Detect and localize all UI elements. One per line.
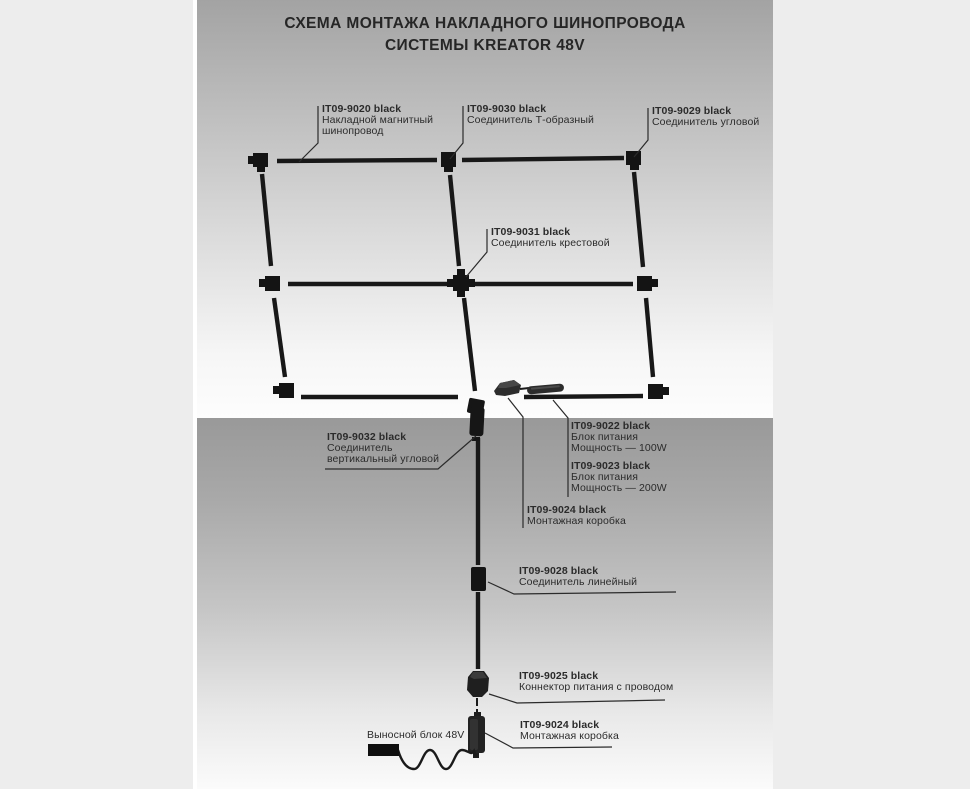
cross-connector-shape [447,269,475,297]
part-desc: Коннектор питания с проводом [519,681,674,693]
corner-connector-shape [273,383,294,398]
t-connector-shape [637,276,658,291]
part-desc: Блок питания [571,471,638,483]
label-track [322,104,433,137]
label-psu-100w [571,421,667,454]
part-desc: Соединитель линейный [519,576,638,588]
part-desc: вертикальный угловой [327,453,440,465]
label-psu-200w [571,461,667,494]
track-bar [646,298,653,377]
pointer-9020 [299,106,318,162]
t-connector-shape [259,276,280,291]
part-desc: Выносной блок 48V [367,729,465,741]
part-desc: Мощность — 100W [571,442,667,454]
part-code: IT09-9024 black [520,719,600,731]
label-remote-block [367,730,464,741]
bottom-power-chain [368,671,489,769]
part-desc: Монтажная коробка [527,515,626,527]
mount-box-face [470,719,478,750]
part-desc: шинопровод [322,125,384,137]
label-mount-box-bottom [520,720,619,742]
label-vertical-corner-connector [327,432,439,465]
corner-connector-shape [648,384,669,399]
part-desc: Соединитель угловой [652,116,760,128]
part-desc: Соединитель Т-образный [467,114,594,126]
part-code: IT09-9028 black [519,565,599,577]
part-code: IT09-9025 black [519,670,599,682]
track-bar [464,298,475,391]
title-line-2: СИСТЕМЫ KREATOR 48V [384,37,586,54]
pointer-9030 [450,106,463,159]
label-cross-connector [491,227,610,249]
pointer-9031 [466,229,487,277]
page-title [197,13,773,57]
label-power-connector [519,671,673,693]
power-supply-units [494,380,564,396]
label-mount-box-mid [527,505,626,527]
label-t-connector [467,104,594,126]
pointer-9022-9023 [553,400,568,497]
part-code: IT09-9030 black [467,103,547,115]
part-code: IT09-9024 black [527,504,607,516]
track-bar [524,396,643,397]
part-desc: Монтажная коробка [520,730,619,742]
track-bar [274,298,285,377]
part-code: IT09-9032 black [327,431,407,443]
track-bar [450,175,459,266]
part-desc: Накладной магнитный [322,114,434,126]
track-bar [462,158,624,160]
part-code: IT09-9020 black [322,103,402,115]
track-bar [634,172,643,267]
pointer-9024-mid [508,398,523,528]
corner-connector-shape [626,151,641,170]
pointer-9029 [634,108,648,157]
part-code: IT09-9023 black [571,460,651,472]
label-corner-connector [652,106,759,128]
vertical-corner-connector-shape [467,398,486,441]
part-desc: Блок питания [571,431,638,443]
part-code: IT09-9031 black [491,226,571,238]
remote-block-shape [368,744,399,756]
part-code: IT09-9022 black [571,420,651,432]
part-code: IT09-9029 black [652,105,732,117]
title-line-1: СХЕМА МОНТАЖА НАКЛАДНОГО ШИНОПРОВОДА [284,15,686,32]
track-bar [262,174,271,266]
pointer-9025 [489,694,665,703]
linear-connector-shape [471,567,486,591]
part-desc: Соединитель [327,442,393,454]
label-linear-connector [519,566,637,588]
part-desc: Мощность — 200W [571,482,667,494]
coiled-cord [398,750,476,769]
part-desc: Соединитель крестовой [491,237,610,249]
t-connector-shape [248,153,268,172]
